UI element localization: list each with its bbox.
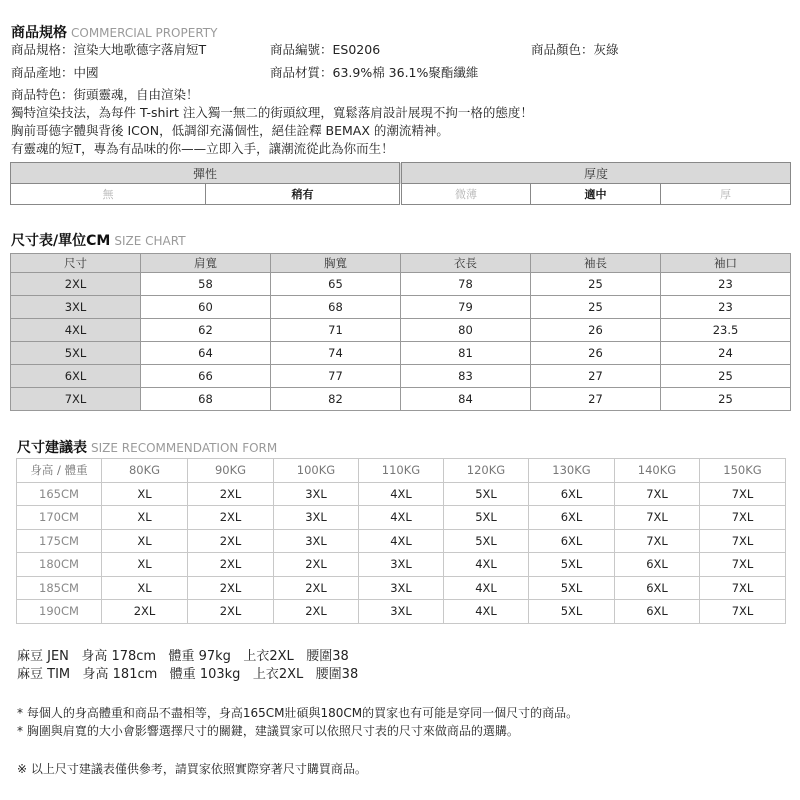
size-value-cell: 58 <box>141 273 271 296</box>
product-section-title <box>11 22 217 42</box>
size-value-cell: 80 <box>401 319 531 342</box>
size-value-cell: 25 <box>531 273 661 296</box>
recommended-size-cell: 7XL <box>615 506 700 530</box>
size-chart-title <box>11 230 186 250</box>
spec-code: 商品編號：ES0206 <box>270 42 381 57</box>
height-cell: 185CM <box>17 576 102 600</box>
recommended-size-cell: XL <box>102 482 188 506</box>
recommended-size-cell: 4XL <box>359 506 444 530</box>
recommended-size-cell: 7XL <box>700 529 786 553</box>
height-cell: 165CM <box>17 482 102 506</box>
thickness-label: 厚度 <box>401 163 791 184</box>
weight-header-cell: 100KG <box>274 459 359 483</box>
recommended-size-cell: 6XL <box>529 506 615 530</box>
size-value-cell: 23 <box>661 273 791 296</box>
recommended-size-cell: 4XL <box>444 553 529 577</box>
height-weight-header: 身高 / 體重 <box>17 459 102 483</box>
size-value-cell: 27 <box>531 365 661 388</box>
spec-material: 商品材質：63.9%棉 36.1%聚酯纖維 <box>270 65 479 80</box>
spec-feature: 商品特色：街頭靈魂，自由渲染！ <box>11 87 199 102</box>
weight-header-cell: 150KG <box>700 459 786 483</box>
table-row <box>11 273 791 296</box>
recommended-size-cell: 2XL <box>274 553 359 577</box>
disclaimer: ※ 以上尺寸建議表僅供參考，請買家依照實際穿著尺寸購買商品。 <box>17 762 367 776</box>
elasticity-label: 彈性 <box>11 163 401 184</box>
size-chart-header-cell: 袖長 <box>531 254 661 273</box>
recommended-size-cell: 6XL <box>529 482 615 506</box>
table-row <box>17 529 786 553</box>
spec-origin: 商品產地：中國 <box>11 65 99 80</box>
size-value-cell: 77 <box>271 365 401 388</box>
height-cell: 190CM <box>17 600 102 624</box>
description-line-1: 獨特渲染技法，為每件 T-shirt 注入獨一無二的街頭紋理，寬鬆落肩設計展現不拘一格的態度！ <box>11 105 533 120</box>
size-value-cell: 82 <box>271 388 401 411</box>
recommended-size-cell: 3XL <box>359 553 444 577</box>
size-chart-header-cell: 尺寸 <box>11 254 141 273</box>
size-value-cell: 81 <box>401 342 531 365</box>
size-chart-header-cell: 袖口 <box>661 254 791 273</box>
model-height: 身高 181cm <box>82 667 158 682</box>
recommended-size-cell: 2XL <box>188 576 274 600</box>
model-row <box>17 648 358 666</box>
size-label-cell: 7XL <box>11 388 141 411</box>
recommended-size-cell: 7XL <box>700 506 786 530</box>
recommended-size-cell: 4XL <box>444 576 529 600</box>
size-value-cell: 25 <box>661 365 791 388</box>
recommendation-title <box>17 437 277 457</box>
table-row <box>11 342 791 365</box>
table-row <box>17 506 786 530</box>
recommended-size-cell: 6XL <box>615 553 700 577</box>
height-cell: 175CM <box>17 529 102 553</box>
spec-color: 商品顏色：灰綠 <box>531 42 619 57</box>
description-line-2: 胸前哥德字體與背後 ICON，低調卻充滿個性，絕佳詮釋 BEMAX 的潮流精神。 <box>11 123 449 138</box>
size-value-cell: 23 <box>661 296 791 319</box>
table-row <box>17 576 786 600</box>
size-chart-unit: CM <box>86 233 111 249</box>
size-chart-header-cell: 胸寬 <box>271 254 401 273</box>
model-row <box>17 666 358 684</box>
weight-header-cell: 80KG <box>102 459 188 483</box>
recommended-size-cell: 2XL <box>274 576 359 600</box>
size-chart-title-cn: 尺寸表/單位 <box>11 233 87 249</box>
recommended-size-cell: 7XL <box>615 529 700 553</box>
size-label-cell: 2XL <box>11 273 141 296</box>
size-value-cell: 68 <box>271 296 401 319</box>
recommended-size-cell: 2XL <box>188 600 274 624</box>
size-value-cell: 71 <box>271 319 401 342</box>
size-value-cell: 25 <box>531 296 661 319</box>
size-value-cell: 62 <box>141 319 271 342</box>
recommended-size-cell: 5XL <box>444 506 529 530</box>
weight-header-cell: 120KG <box>444 459 529 483</box>
recommended-size-cell: 6XL <box>615 600 700 624</box>
recommended-size-cell: 2XL <box>274 600 359 624</box>
size-value-cell: 25 <box>661 388 791 411</box>
table-row <box>11 388 791 411</box>
size-chart-header-cell: 衣長 <box>401 254 531 273</box>
recommended-size-cell: XL <box>102 576 188 600</box>
recommended-size-cell: 3XL <box>274 482 359 506</box>
recommended-size-cell: 5XL <box>529 600 615 624</box>
table-row <box>11 365 791 388</box>
table-row <box>17 553 786 577</box>
size-value-cell: 68 <box>141 388 271 411</box>
weight-header-cell: 130KG <box>529 459 615 483</box>
size-value-cell: 78 <box>401 273 531 296</box>
size-value-cell: 27 <box>531 388 661 411</box>
size-value-cell: 64 <box>141 342 271 365</box>
recommendation-header-row <box>17 459 786 483</box>
size-value-cell: 84 <box>401 388 531 411</box>
table-row <box>17 600 786 624</box>
spec-name: 商品規格：渲染大地歌德字落肩短T <box>11 42 207 57</box>
recommended-size-cell: 5XL <box>444 529 529 553</box>
recommended-size-cell: 4XL <box>359 482 444 506</box>
recommended-size-cell: 5XL <box>444 482 529 506</box>
model-top-size: 上衣2XL <box>243 649 294 664</box>
size-value-cell: 26 <box>531 319 661 342</box>
recommendation-title-cn: 尺寸建議表 <box>17 440 87 456</box>
recommended-size-cell: XL <box>102 553 188 577</box>
model-top-size: 上衣2XL <box>252 667 304 682</box>
model-list <box>17 648 358 684</box>
model-name: 麻豆 TIM <box>17 667 71 682</box>
recommended-size-cell: 7XL <box>615 482 700 506</box>
recommended-size-cell: 6XL <box>615 576 700 600</box>
recommendation-title-en: SIZE RECOMMENDATION FORM <box>91 441 278 455</box>
recommended-size-cell: 5XL <box>529 576 615 600</box>
height-cell: 180CM <box>17 553 102 577</box>
model-weight: 體重 103kg <box>169 667 241 682</box>
size-value-cell: 60 <box>141 296 271 319</box>
size-value-cell: 66 <box>141 365 271 388</box>
thickness-option-thick: 厚 <box>661 184 791 205</box>
note-2: * 胸圍與肩寬的大小會影響選擇尺寸的關鍵，建議買家可以依照尺寸表的尺寸來做商品的選購。 <box>17 724 519 738</box>
product-title-cn: 商品規格 <box>11 25 67 41</box>
table-row <box>17 482 786 506</box>
recommended-size-cell: 6XL <box>529 529 615 553</box>
weight-header-cell: 140KG <box>615 459 700 483</box>
elasticity-thickness-table <box>10 162 791 205</box>
size-value-cell: 74 <box>271 342 401 365</box>
size-value-cell: 83 <box>401 365 531 388</box>
thickness-option-medium: 適中 <box>531 184 661 205</box>
table-row <box>11 296 791 319</box>
size-chart-header-cell: 肩寬 <box>141 254 271 273</box>
table-row <box>11 319 791 342</box>
recommendation-table <box>16 458 786 624</box>
recommended-size-cell: 5XL <box>529 553 615 577</box>
recommended-size-cell: XL <box>102 506 188 530</box>
size-chart-table <box>10 253 791 411</box>
recommended-size-cell: 7XL <box>700 576 786 600</box>
recommended-size-cell: XL <box>102 529 188 553</box>
elasticity-option-slight: 稍有 <box>206 184 401 205</box>
model-name: 麻豆 JEN <box>17 649 69 664</box>
product-title-en: COMMERCIAL PROPERTY <box>71 26 218 40</box>
size-chart-header-row <box>11 254 791 273</box>
recommended-size-cell: 7XL <box>700 600 786 624</box>
size-value-cell: 24 <box>661 342 791 365</box>
size-value-cell: 65 <box>271 273 401 296</box>
size-chart-title-en: SIZE CHART <box>114 234 186 248</box>
weight-header-cell: 110KG <box>359 459 444 483</box>
size-value-cell: 79 <box>401 296 531 319</box>
model-waist: 腰圍38 <box>306 649 349 664</box>
model-waist: 腰圍38 <box>315 667 359 682</box>
size-label-cell: 3XL <box>11 296 141 319</box>
recommended-size-cell: 2XL <box>188 553 274 577</box>
recommended-size-cell: 7XL <box>700 482 786 506</box>
recommended-size-cell: 2XL <box>102 600 188 624</box>
size-label-cell: 6XL <box>11 365 141 388</box>
size-label-cell: 5XL <box>11 342 141 365</box>
recommended-size-cell: 3XL <box>274 529 359 553</box>
elasticity-option-none: 無 <box>11 184 206 205</box>
recommended-size-cell: 7XL <box>700 553 786 577</box>
recommended-size-cell: 4XL <box>359 529 444 553</box>
recommended-size-cell: 2XL <box>188 506 274 530</box>
height-cell: 170CM <box>17 506 102 530</box>
note-1: * 每個人的身高體重和商品不盡相等，身高165CM壯碩與180CM的買家也有可能是穿同一個尺寸的商品。 <box>17 706 579 720</box>
recommended-size-cell: 3XL <box>274 506 359 530</box>
recommended-size-cell: 4XL <box>444 600 529 624</box>
size-value-cell: 23.5 <box>661 319 791 342</box>
description-line-3: 有靈魂的短T，專為有品味的你——立即入手，讓潮流從此為你而生！ <box>11 141 394 156</box>
size-label-cell: 4XL <box>11 319 141 342</box>
weight-header-cell: 90KG <box>188 459 274 483</box>
model-height: 身高 178cm <box>81 649 157 664</box>
recommended-size-cell: 2XL <box>188 482 274 506</box>
model-weight: 體重 97kg <box>168 649 231 664</box>
recommended-size-cell: 3XL <box>359 576 444 600</box>
size-value-cell: 26 <box>531 342 661 365</box>
recommended-size-cell: 2XL <box>188 529 274 553</box>
thickness-option-thin: 微薄 <box>401 184 531 205</box>
recommended-size-cell: 3XL <box>359 600 444 624</box>
